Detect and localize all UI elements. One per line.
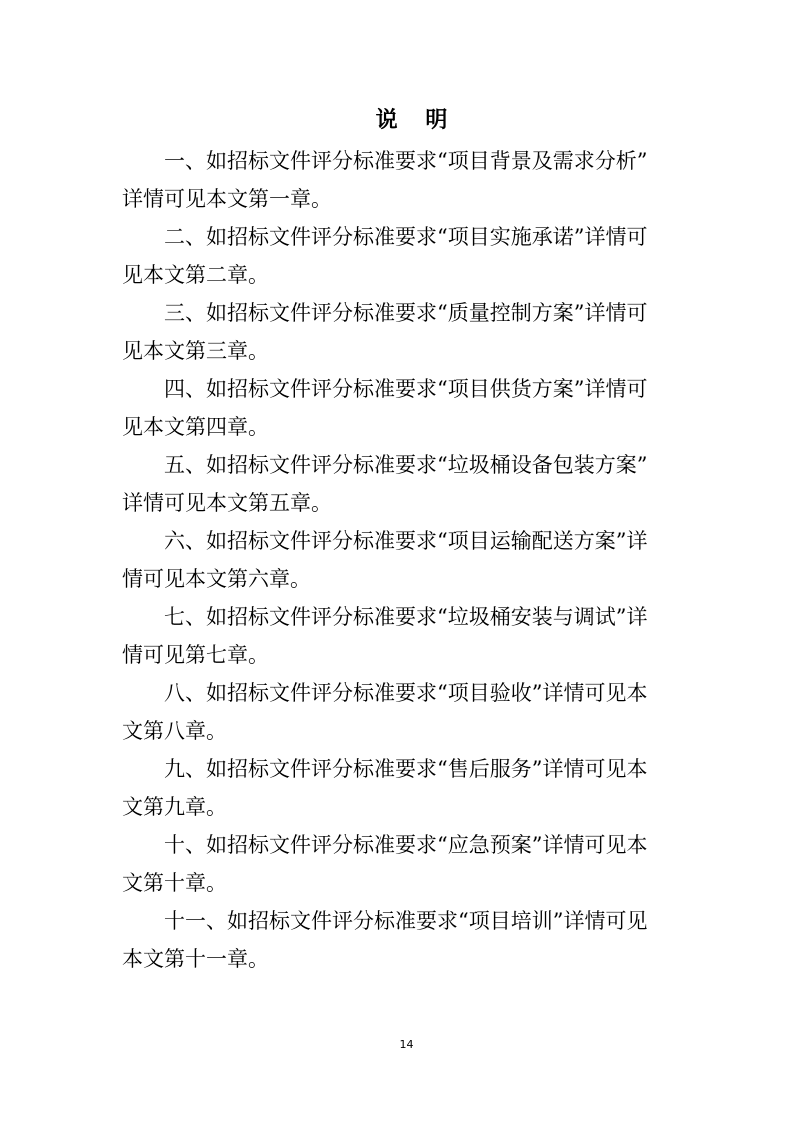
paragraph-10: 十、如招标文件评分标准要求“应急预案”详情可见本 文第十章。 bbox=[122, 833, 648, 895]
paragraph-8: 八、如招标文件评分标准要求“项目验收”详情可见本 文第八章。 bbox=[122, 681, 648, 743]
paragraph-7: 七、如招标文件评分标准要求“垃圾桶安装与调试”详 情可见第七章。 bbox=[122, 605, 648, 667]
page-number: 14 bbox=[399, 1038, 414, 1051]
paragraph-1: 一、如招标文件评分标准要求“项目背景及需求分析” 详情可见本文第一章。 bbox=[122, 149, 648, 211]
paragraph-2: 二、如招标文件评分标准要求“项目实施承诺”详情可 见本文第二章。 bbox=[122, 225, 648, 287]
page-title: 说 明 bbox=[375, 107, 458, 133]
paragraph-4: 四、如招标文件评分标准要求“项目供货方案”详情可 见本文第四章。 bbox=[122, 377, 648, 439]
paragraph-11: 十一、如招标文件评分标准要求“项目培训”详情可见 本文第十一章。 bbox=[122, 909, 648, 971]
paragraph-6: 六、如招标文件评分标准要求“项目运输配送方案”详 情可见本文第六章。 bbox=[122, 529, 648, 591]
document-body bbox=[122, 142, 674, 978]
paragraph-9: 九、如招标文件评分标准要求“售后服务”详情可见本 文第九章。 bbox=[122, 757, 648, 819]
paragraph-5: 五、如招标文件评分标准要求“垃圾桶设备包装方案” 详情可见本文第五章。 bbox=[122, 453, 648, 515]
paragraph-3: 三、如招标文件评分标准要求“质量控制方案”详情可 见本文第三章。 bbox=[122, 301, 648, 363]
